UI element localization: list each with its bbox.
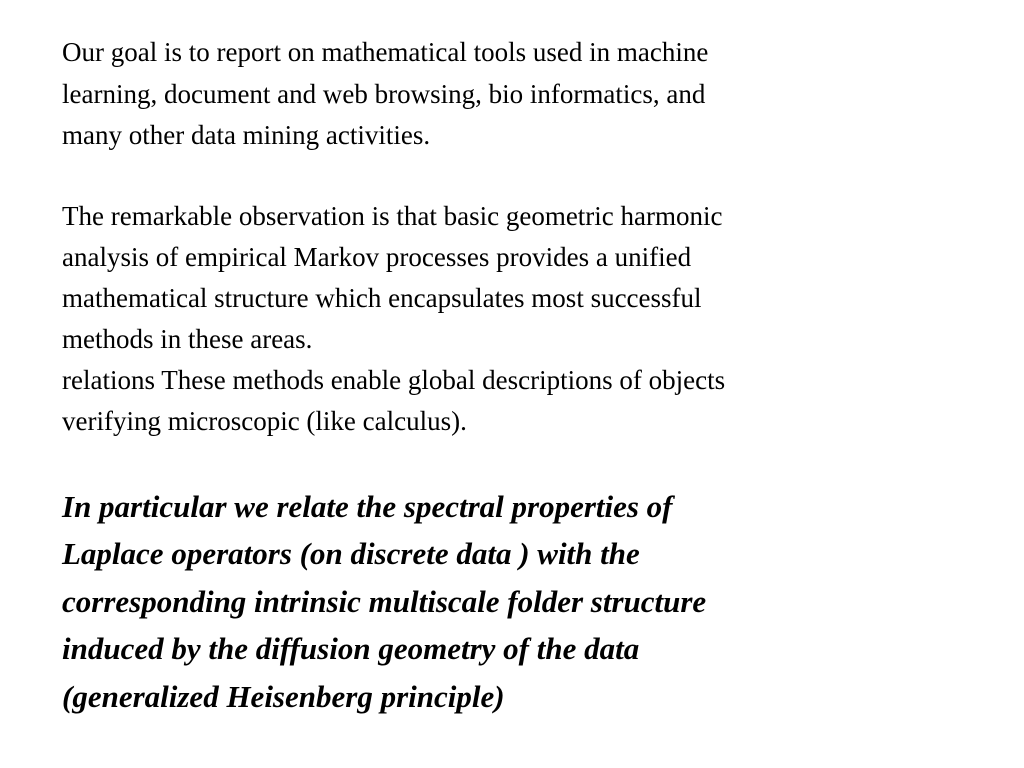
text-line: analysis of empirical Markov processes provides a unified [62, 242, 692, 272]
emphasis-line: (generalized Heisenberg principle) [62, 679, 505, 714]
emphasis-line: induced by the diffusion geometry of the data [62, 631, 640, 666]
text-line: mathematical structure which encapsulates most successful [62, 283, 702, 313]
text-line: verifying microscopic (like calculus). [62, 406, 467, 436]
text-line: Our goal is to report on mathematical tools used in machine [62, 37, 709, 67]
text-line: The remarkable observation is that basic geometric harmonic [62, 201, 723, 231]
emphasis-line: corresponding intrinsic multiscale folder structure [62, 584, 707, 619]
text-line: many other data mining activities. [62, 120, 431, 150]
text-line: methods in these areas. [62, 324, 313, 354]
text-line: learning, document and web browsing, bio informatics, and [62, 79, 706, 109]
emphasis-line: Laplace operators (on discrete data ) with the [62, 536, 640, 571]
text-line: relations These methods enable global descriptions of objects [62, 365, 726, 395]
emphasis-line: In particular we relate the spectral properties of [62, 489, 673, 524]
